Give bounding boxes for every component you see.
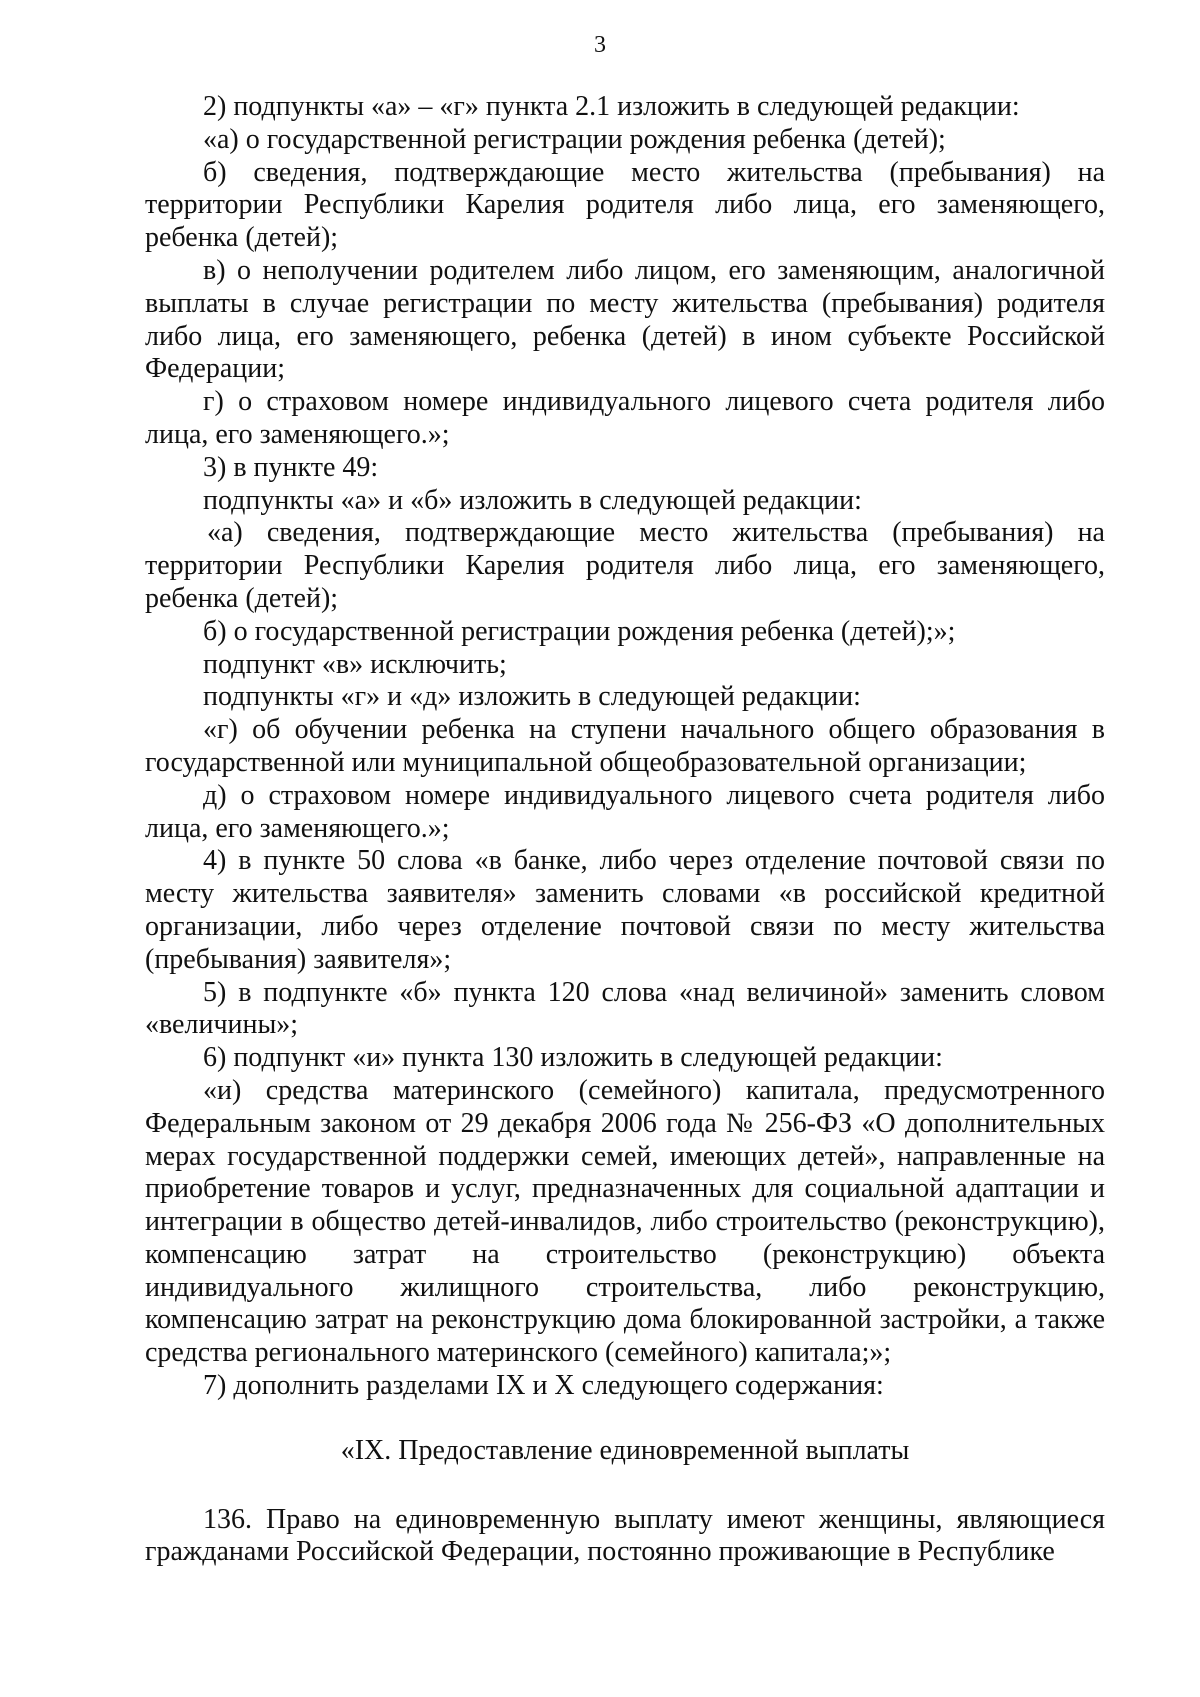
paragraph-subitem-b: б) сведения, подтверждающие место жительства (пребывания) на территории Республики Карелия родителя либо лица, его заменяющего, ребенка (детей); — [145, 156, 1105, 254]
paragraph-item-3-subitem-g: «г) об обучении ребенка на ступени начального общего образования в государственной или муниципальной общеобразовательной организации; — [145, 714, 1105, 778]
paragraph-item-4: 4) в пункте 50 слова «в банке, либо через отделение почтовой связи по месту жительства заявителя» заменить словами «в российской кредитной организации, либо через отделение почтовой связи по месту жительства (пребывания) заявителя»; — [145, 845, 1105, 975]
paragraph-item-7: 7) дополнить разделами IX и X следующего содержания: — [203, 1370, 884, 1402]
paragraph-item-2: 2) подпункты «а» – «г» пункта 2.1 изложить в следующей редакции: — [203, 91, 1020, 122]
paragraph-item-6: 6) подпункт «и» пункта 130 изложить в следующей редакции: — [203, 1042, 943, 1074]
paragraph-item-3-subitem-a: «а) сведения, подтверждающие место жительства (пребывания) на территории Республики Карелия родителя либо лица, его заменяющего, ребенка (детей); — [145, 517, 1105, 614]
document-body — [145, 91, 1105, 1569]
paragraph-item-3-intro: подпункты «а» и «б» изложить в следующей редакции: — [203, 484, 862, 516]
page-number: 3 — [594, 32, 606, 58]
paragraph-item-3: 3) в пункте 49: — [203, 451, 379, 483]
paragraph-item-6-subitem-i: «и) средства материнского (семейного) капитала, предусмотренного Федеральным законом от 29 декабря 2006 года № 256-ФЗ «О дополнительных мерах государственной поддержки семей, имеющих детей», направленные на приобретение товаров и услуг, предназначенных для социальной адаптации и интеграции в общество детей-инвалидов, либо строительство (реконструкцию), компенсацию затрат на строительство (реконструкцию) объекта индивидуального жилищного строительства, либо реконструкцию, компенсацию затрат на реконструкцию дома блокированной застройки, а также средства регионального материнского (семейного) капитала;»; — [145, 1074, 1105, 1369]
paragraph-item-5: 5) в подпункте «б» пункта 120 слова «над величиной» заменить словом «величины»; — [145, 976, 1105, 1041]
paragraph-item-3-subitem-d: д) о страховом номере индивидуального лицевого счета родителя либо лица, его заменяющего.»; — [145, 779, 1105, 844]
paragraph-item-3-subitem-b: б) о государственной регистрации рождения ребенка (детей);»; — [203, 615, 956, 647]
section-heading: «IX. Предоставление единовременной выплаты — [340, 1434, 910, 1466]
paragraph-item-3-exclude-v: подпункт «в» исключить; — [203, 648, 507, 680]
paragraph-subitem-a: «а) о государственной регистрации рождения ребенка (детей); — [203, 123, 946, 155]
paragraph-subitem-g: г) о страховом номере индивидуального лицевого счета родителя либо лица, его заменяющего.»; — [145, 386, 1105, 450]
paragraph-subitem-v: в) о неполучении родителем либо лицом, его заменяющим, аналогичной выплаты в случае регистрации по месту жительства (пребывания) родителя либо лица, его заменяющего, ребенка (детей) в ином субъекте Российской Федерации; — [145, 254, 1105, 385]
paragraph-136: 136. Право на единовременную выплату имеют женщины, являющиеся гражданами Российской Федерации, постоянно проживающие в Республике — [145, 1503, 1105, 1568]
paragraph-item-3-intro-g-d: подпункты «г» и «д» изложить в следующей редакции: — [203, 681, 861, 713]
